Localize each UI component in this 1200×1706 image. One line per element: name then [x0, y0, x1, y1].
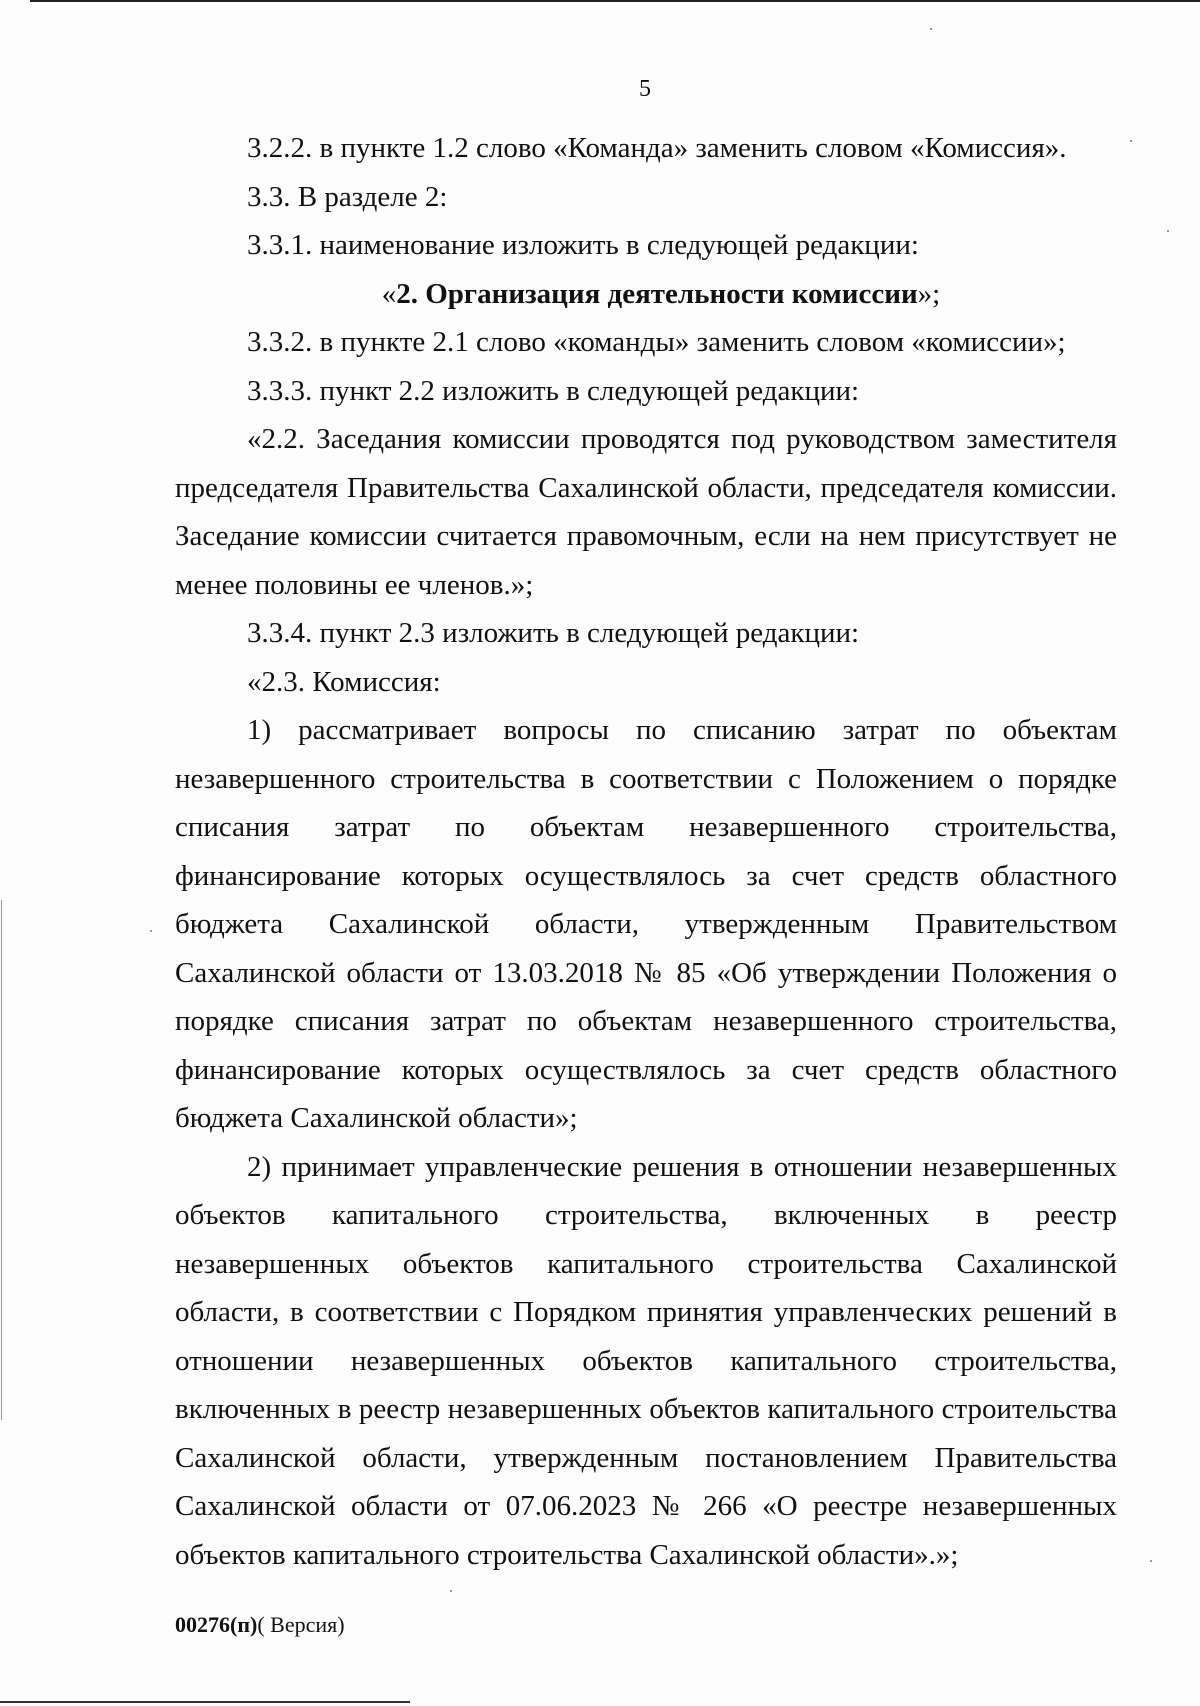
scan-speck: [450, 1590, 452, 1592]
scan-speck: [930, 28, 932, 30]
paragraph-3-3-4: 3.3.4. пункт 2.3 изложить в следующей редакции:: [247, 617, 860, 649]
section-heading: [175, 270, 1117, 319]
document-body: [175, 124, 1117, 1579]
paragraph-3-3-2: 3.3.2. в пункте 2.1 слово «команды» заменить словом «комиссии»;: [247, 326, 1066, 358]
list-item-2: 2) принимает управленческие решения в отношении незавершенных объектов капитального строительства, включенных в реестр незавершенных объектов капитального строительства Сахалинской области, в соответствии с Порядком принятия управленческих решений в отношении незавершенных объектов капитального строительства, включенных в реестр незавершенных объектов капитального строительства Сахалинской области, утвержденным постановлением Правительства Сахалинской области от 07.06.2023 № 266 «О реестре незавершенных объектов капитального строительства Сахалинской области».»;: [175, 1150, 1117, 1571]
paragraph-3-3-1: 3.3.1. наименование изложить в следующей редакции:: [247, 229, 919, 261]
heading-open-quote: «: [381, 277, 397, 310]
list-item-1: 1) рассматривает вопросы по списанию затрат по объектам незавершенного строительства в соответствии с Положением о порядке списания затрат по объектам незавершенного строительства, финансирование которых осуществлялось за счет средств областного бюджета Сахалинской области, утвержденным Правительством Сахалинской области от 13.03.2018 № 85 «Об утверждении Положения о порядке списания затрат по объектам незавершенного строительства, финансирование которых осуществлялось за счет средств областного бюджета Сахалинской области»;: [175, 714, 1117, 1134]
scan-speck: [1150, 1560, 1152, 1562]
document-version: ( Версия): [257, 1612, 345, 1637]
scan-bottom-edge: [0, 1701, 410, 1703]
document-code: 00276(п): [175, 1612, 258, 1637]
paragraph-2-3-heading: «2.3. Комиссия:: [247, 665, 441, 698]
scan-speck: [150, 930, 152, 932]
paragraph-3-2-2: 3.2.2. в пункте 1.2 слово «Команда» заменить словом «Комиссия».: [247, 132, 1067, 164]
scan-speck: [1130, 140, 1132, 142]
heading-title: 2. Организация деятельности комиссии: [396, 277, 918, 310]
heading-close-quote: »;: [917, 277, 941, 310]
paragraph-3-3: 3.3. В разделе 2:: [247, 180, 448, 213]
scan-top-edge: [30, 0, 1200, 2]
paragraph-2-2-text: «2.2. Заседания комиссии проводятся под руководством заместителя председателя Правительства Сахалинской области, председателя комиссии. Заседание комиссии считается правомочным, если на нем присутствует не менее половины ее членов.»;: [175, 423, 1117, 601]
paragraph-3-3-3: 3.3.3. пункт 2.2 изложить в следующей редакции:: [247, 374, 860, 407]
scan-left-edge: [1, 900, 2, 1420]
scan-speck: [1167, 230, 1169, 232]
page-number: 5: [639, 76, 651, 102]
document-footer: [175, 1612, 345, 1638]
